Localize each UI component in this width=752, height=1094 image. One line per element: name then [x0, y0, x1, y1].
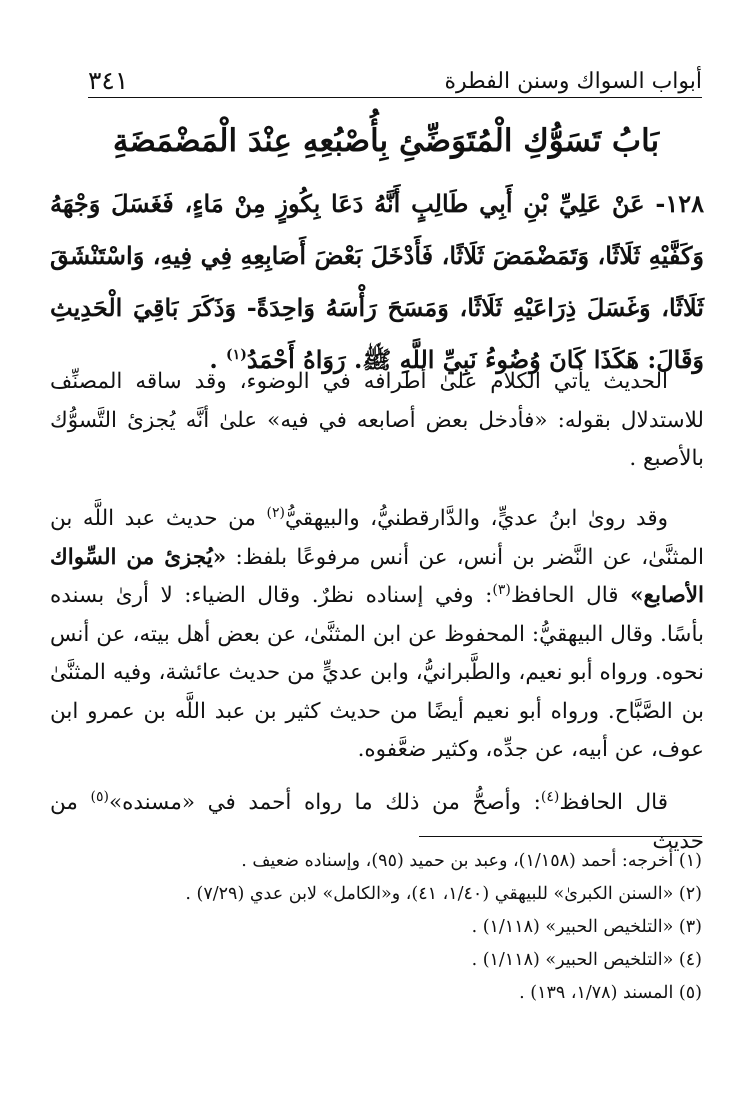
commentary-text-3b: : وأصحُّ من ذلك ما رواه أحمد في «مسنده»: [108, 790, 541, 815]
commentary-text-2b: من حديث عبد اللَّه بن المثنَّىٰ، عن النَّضر بن أنس، عن أنس مرفوعًا بلفظ:: [50, 506, 704, 570]
hadith-end: .: [209, 345, 227, 374]
footnote-3: (٣) «التلخيص الحبير» (١/١١٨) .: [471, 917, 702, 937]
footnote-4: (٤) «التلخيص الحبير» (١/١١٨) .: [471, 950, 702, 970]
footnote-2: (٢) «السنن الكبرىٰ» للبيهقي (١/٤٠، ٤١)، و«الكامل» لابن عدي (٧/٢٩) .: [185, 884, 702, 904]
commentary-text-2d: : وفي إسناده نظرٌ. وقال الضياء: لا أرىٰ بسنده بأسًا. وقال البيهقيُّ: المحفوظ عن ابن المثنَّىٰ، عن بعض أهل بيته، عن أنس نحوه. ورواه أبو نعيم، والطَّبرانيُّ، وابن عديٍّ من حديث عائشة، وفيه المثنَّىٰ بن الصَّبَّاح. ورواه أبو نعيم أيضًا من حديث كثير بن عبد اللَّه بن عمرو ابن عوف، عن أبيه، عن جدِّه، وكثير ضعَّفوه.: [50, 583, 704, 762]
footnote-ref-1: (١): [226, 347, 247, 363]
footnote-ref-5: (٥): [90, 788, 109, 805]
footnotes: [80, 845, 702, 1010]
footnote-5: (٥) المسند (١/٧٨، ١٣٩) .: [519, 983, 702, 1003]
footnote-ref-4: (٤): [540, 788, 560, 805]
hadith-body: ١٢٨- عَنْ عَلِيِّ بْنِ أَبِي طَالِبٍ أَنَّهُ دَعَا بِكُوزٍ مِنْ مَاءٍ، فَغَسَلَ وَجْهَهُ وَكَفَّيْهِ ثَلَاثًا، وَتَمَضْمَضَ ثَلَاثًا، فَأَدْخَلَ بَعْضَ أَصَابِعِهِ فِي فِيهِ، وَاسْتَنْشَقَ ثَلَاثًا، وَغَسَلَ ذِرَاعَيْهِ ثَلَاثًا، وَمَسَحَ رَأْسَهُ وَاحِدَةً- وَذَكَرَ بَاقِيَ الْحَدِيثِ وَقَالَ: هَكَذَا كَانَ وُضُوءُ نَبِيِّ اللَّهِ ﷺ. رَوَاهُ أَحْمَدُ: [50, 189, 704, 374]
commentary-text-3a: قال الحافظ: [559, 790, 668, 815]
running-header: [88, 58, 702, 98]
page-number: ٣٤١: [88, 66, 129, 95]
footnote-ref-2: (٢): [266, 504, 285, 521]
chapter-title: بَابُ تَسَوُّكِ الْمُتَوَضِّئِ بِأُصْبُعِهِ عِنْدَ الْمَضْمَضَةِ: [112, 123, 660, 159]
footnote-divider: [419, 836, 702, 837]
commentary-text-1: الحديث يأتي الكلام علىٰ أطرافه في الوضوء، وقد ساقه المصنِّف للاستدلال بقوله: «فأدخل بعض أصابعه في فيه» علىٰ أنَّه يُجزئ التَّسوُّك بالأصبع .: [50, 369, 704, 471]
commentary-text-2c: قال الحافظ: [510, 583, 631, 608]
commentary-paragraph-2: [50, 500, 704, 770]
commentary-paragraph-1: [50, 363, 704, 479]
commentary-text-2a: وقد روىٰ ابنُ عديٍّ، والدَّارقطنيُّ، والبيهقيُّ: [285, 506, 668, 531]
footnote-1: (١) أخرجه: أحمد (١/١٥٨)، وعبد بن حميد (٩٥)، وإسناده ضعيف .: [241, 851, 702, 871]
quoted-hadith: «يُجزئ من السِّواك الأصابع»: [50, 544, 704, 608]
hadith-text: [50, 178, 704, 386]
footnote-ref-3: (٣): [492, 581, 511, 598]
header-title: أبواب السواك وسنن الفطرة: [444, 69, 702, 94]
commentary-text-3c: من حديث: [50, 790, 704, 854]
